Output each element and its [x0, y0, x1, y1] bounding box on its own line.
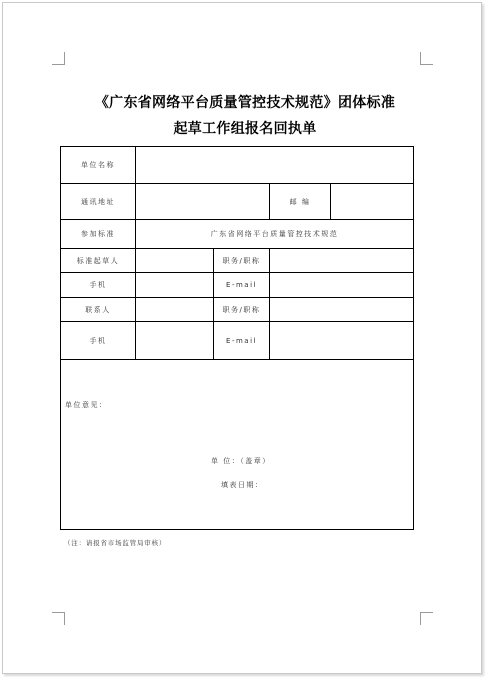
unit-opinion-cell[interactable]	[61, 360, 414, 530]
registration-form-table	[60, 146, 414, 530]
email-field-2[interactable]	[270, 322, 414, 360]
document-title-line2: 起草工作组报名回执单	[173, 121, 317, 137]
position-field-1[interactable]	[270, 249, 414, 273]
postcode-field[interactable]	[331, 184, 414, 220]
phone-label-1: 手机	[61, 273, 136, 298]
standard-value: 广东省网络平台质量管控技术规范	[136, 220, 414, 249]
crop-mark-bottom-right	[420, 612, 433, 625]
drafter-field[interactable]	[136, 249, 214, 273]
drafter-label: 标准起草人	[61, 249, 136, 273]
unit-stamp-label: 单 位：（盖章）	[211, 457, 271, 465]
phone-field-2[interactable]	[136, 322, 214, 360]
contact-field[interactable]	[136, 298, 214, 322]
crop-mark-top-right	[420, 52, 433, 65]
phone-field-1[interactable]	[136, 273, 214, 298]
position-label-1: 职务/职称	[214, 249, 270, 273]
footnote: （注：请报省市场监管局审核）	[64, 539, 167, 547]
contact-label: 联系人	[61, 298, 136, 322]
crop-mark-top-left	[52, 52, 65, 65]
email-label-2: E-mail	[214, 322, 270, 360]
address-field[interactable]	[136, 184, 270, 220]
email-label-1: E-mail	[214, 273, 270, 298]
position-label-2: 职务/职称	[214, 298, 270, 322]
fill-date-label: 填表日期：	[221, 481, 264, 489]
document-title-line1: 《广东省网络平台质量管控技术规范》团体标准	[94, 95, 396, 111]
phone-label-2: 手机	[61, 322, 136, 360]
unit-opinion-label: 单位意见：	[65, 401, 108, 409]
unit-name-field[interactable]	[136, 147, 414, 184]
postcode-label: 邮 编	[270, 184, 331, 220]
position-field-2[interactable]	[270, 298, 414, 322]
standard-label: 参加标准	[61, 220, 136, 249]
address-label: 通讯地址	[61, 184, 136, 220]
unit-name-label: 单位名称	[61, 147, 136, 184]
email-field-1[interactable]	[270, 273, 414, 298]
crop-mark-bottom-left	[52, 612, 65, 625]
